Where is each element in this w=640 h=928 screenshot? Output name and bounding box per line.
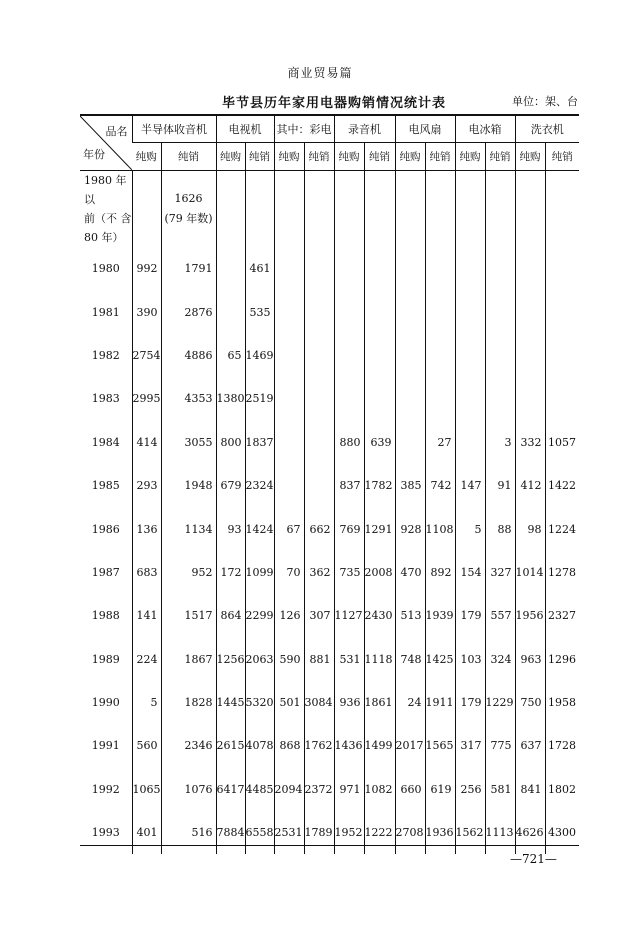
table-cell	[485, 171, 515, 248]
value-cell	[455, 334, 485, 377]
value-cell: 679	[216, 464, 245, 507]
value-cell: 2876	[161, 290, 216, 333]
table-cell	[395, 171, 425, 248]
year-cell: 1980	[91, 262, 120, 276]
value-cell: 401	[132, 811, 161, 854]
value-cell: 1422	[545, 464, 579, 507]
subheader-cell: 纯购	[515, 143, 545, 171]
value-cell: 1802	[545, 768, 579, 811]
value-cell: 501	[274, 681, 304, 724]
subheader-cell: 纯销	[485, 143, 515, 171]
subheader-cell: 纯购	[455, 143, 485, 171]
value-cell: 1222	[364, 811, 395, 854]
value-cell: 332	[515, 421, 545, 464]
pre-1980-label-line: 80 年）	[84, 231, 124, 244]
value-cell: 2708	[395, 811, 425, 854]
value-cell: 179	[455, 681, 485, 724]
table-row	[80, 247, 579, 290]
value-cell: 103	[455, 638, 485, 681]
value-cell: 590	[274, 638, 304, 681]
table-row	[80, 811, 579, 854]
value-cell	[334, 247, 364, 290]
value-cell: 147	[455, 464, 485, 507]
value-cell: 800	[216, 421, 245, 464]
value-cell: 3	[485, 421, 515, 464]
value-cell: 324	[485, 638, 515, 681]
value-cell: 93	[216, 507, 245, 550]
value-cell: 6558	[245, 811, 274, 854]
subheader-cell: 纯购	[132, 143, 161, 171]
value-cell: 1057	[545, 421, 579, 464]
value-cell	[545, 290, 579, 333]
value-cell: 1224	[545, 507, 579, 550]
year-cell: 1982	[91, 348, 120, 362]
value-cell	[455, 377, 485, 420]
value-cell: 98	[515, 507, 545, 550]
value-cell: 963	[515, 638, 545, 681]
value-cell	[274, 421, 304, 464]
value-cell	[274, 377, 304, 420]
value-cell: 385	[395, 464, 425, 507]
table-row	[80, 377, 579, 420]
year-cell: 1991	[91, 739, 120, 753]
value-cell: 1256	[216, 638, 245, 681]
value-cell: 1380	[216, 377, 245, 420]
value-cell: 256	[455, 768, 485, 811]
value-cell	[515, 334, 545, 377]
table-row	[80, 638, 579, 681]
value-cell: 3084	[304, 681, 334, 724]
value-cell: 1291	[364, 507, 395, 550]
value-cell: 2372	[304, 768, 334, 811]
year-label: 年份	[83, 148, 105, 161]
value-cell: 868	[274, 724, 304, 767]
group-header: 洗衣机	[515, 116, 579, 143]
value-cell	[216, 290, 245, 333]
value-cell: 293	[132, 464, 161, 507]
value-cell: 414	[132, 421, 161, 464]
value-cell: 560	[132, 724, 161, 767]
value-cell	[304, 377, 334, 420]
value-cell	[274, 464, 304, 507]
value-cell: 2531	[274, 811, 304, 854]
value-cell: 2327	[545, 594, 579, 637]
value-cell: 952	[161, 551, 216, 594]
subheader-cell: 纯购	[334, 143, 364, 171]
table-row	[80, 681, 579, 724]
value-cell: 2299	[245, 594, 274, 637]
value-cell	[304, 247, 334, 290]
pre-1980-label-line: 前（不 含	[84, 212, 132, 225]
value-cell	[515, 247, 545, 290]
value-cell: 1782	[364, 464, 395, 507]
value-cell: 513	[395, 594, 425, 637]
value-cell	[395, 377, 425, 420]
value-cell	[304, 421, 334, 464]
year-cell: 1992	[91, 782, 120, 796]
table-row	[80, 768, 579, 811]
value-cell	[485, 290, 515, 333]
table-cell	[245, 171, 274, 248]
value-cell: 2008	[364, 551, 395, 594]
table-row	[80, 724, 579, 767]
value-cell: 5	[455, 507, 485, 550]
value-cell	[455, 290, 485, 333]
value-cell: 2430	[364, 594, 395, 637]
value-cell: 864	[216, 594, 245, 637]
corner-header-cell	[80, 116, 132, 171]
table-row	[80, 464, 579, 507]
year-cell: 1986	[91, 522, 120, 536]
value-cell: 91	[485, 464, 515, 507]
value-cell: 1499	[364, 724, 395, 767]
value-cell	[304, 290, 334, 333]
pre-1980-row	[80, 171, 579, 248]
value-cell	[304, 334, 334, 377]
value-cell: 880	[334, 421, 364, 464]
value-cell: 1789	[304, 811, 334, 854]
year-cell: 1989	[91, 652, 120, 666]
subheader-cell: 纯销	[161, 143, 216, 171]
table-cell	[455, 171, 485, 248]
value-cell: 1118	[364, 638, 395, 681]
value-cell	[364, 290, 395, 333]
value-cell: 1958	[545, 681, 579, 724]
value-cell: 6417	[216, 768, 245, 811]
value-cell: 1911	[425, 681, 455, 724]
value-cell: 992	[132, 247, 161, 290]
table-cell	[334, 171, 364, 248]
value-cell: 619	[425, 768, 455, 811]
value-cell: 1469	[245, 334, 274, 377]
value-cell: 4886	[161, 334, 216, 377]
value-cell: 881	[304, 638, 334, 681]
value-cell	[274, 247, 304, 290]
value-cell: 88	[485, 507, 515, 550]
value-cell: 1948	[161, 464, 216, 507]
value-cell: 1562	[455, 811, 485, 854]
subheader-cell: 纯购	[216, 143, 245, 171]
value-cell	[455, 247, 485, 290]
value-cell: 535	[245, 290, 274, 333]
value-cell: 2017	[395, 724, 425, 767]
subheader-cell: 纯销	[545, 143, 579, 171]
table-row	[80, 290, 579, 333]
value-cell	[485, 247, 515, 290]
pre-1980-label	[80, 171, 132, 248]
value-cell: 769	[334, 507, 364, 550]
table-cell	[515, 171, 545, 248]
value-cell	[364, 334, 395, 377]
value-cell: 65	[216, 334, 245, 377]
value-cell: 154	[455, 551, 485, 594]
value-cell: 936	[334, 681, 364, 724]
value-cell: 1229	[485, 681, 515, 724]
subheader-cell: 纯销	[425, 143, 455, 171]
value-cell: 735	[334, 551, 364, 594]
value-cell	[425, 334, 455, 377]
value-cell	[545, 247, 579, 290]
value-cell	[304, 464, 334, 507]
bottom-rule	[80, 845, 579, 846]
value-cell: 971	[334, 768, 364, 811]
value-cell: 639	[364, 421, 395, 464]
value-cell: 1939	[425, 594, 455, 637]
value-cell: 742	[425, 464, 455, 507]
value-cell	[515, 290, 545, 333]
value-cell: 390	[132, 290, 161, 333]
value-cell	[425, 377, 455, 420]
pre-1980-note: (79 年数)	[164, 212, 213, 225]
value-cell	[395, 334, 425, 377]
value-cell	[334, 290, 364, 333]
value-cell: 24	[395, 681, 425, 724]
subheader-row	[80, 143, 579, 171]
table-cell	[304, 171, 334, 248]
value-cell: 1445	[216, 681, 245, 724]
value-cell	[395, 421, 425, 464]
value-cell	[425, 247, 455, 290]
value-cell: 1956	[515, 594, 545, 637]
value-cell	[274, 290, 304, 333]
value-cell: 660	[395, 768, 425, 811]
table-row	[80, 334, 579, 377]
running-header: 商业贸易篇	[287, 66, 353, 80]
value-cell: 1076	[161, 768, 216, 811]
value-cell	[274, 334, 304, 377]
value-cell	[545, 377, 579, 420]
table-row	[80, 421, 579, 464]
value-cell	[485, 334, 515, 377]
value-cell	[395, 290, 425, 333]
value-cell	[425, 290, 455, 333]
value-cell: 750	[515, 681, 545, 724]
value-cell: 2063	[245, 638, 274, 681]
value-cell: 637	[515, 724, 545, 767]
pre-1980-radio-sales	[161, 171, 216, 248]
value-cell: 516	[161, 811, 216, 854]
value-cell: 1134	[161, 507, 216, 550]
subheader-cell: 纯销	[245, 143, 274, 171]
year-cell: 1981	[91, 305, 120, 319]
value-cell	[485, 377, 515, 420]
value-cell: 172	[216, 551, 245, 594]
value-cell: 2754	[132, 334, 161, 377]
value-cell: 27	[425, 421, 455, 464]
value-cell: 557	[485, 594, 515, 637]
page-number: —721—	[510, 852, 557, 866]
value-cell: 1728	[545, 724, 579, 767]
value-cell: 362	[304, 551, 334, 594]
pre-1980-label-line: 1980 年以	[84, 174, 127, 206]
value-cell: 1113	[485, 811, 515, 854]
value-cell: 2615	[216, 724, 245, 767]
value-cell: 748	[395, 638, 425, 681]
value-cell: 1936	[425, 811, 455, 854]
value-cell: 224	[132, 638, 161, 681]
value-cell: 1952	[334, 811, 364, 854]
table-cell	[132, 171, 161, 248]
value-cell: 1127	[334, 594, 364, 637]
subheader-cell: 纯销	[364, 143, 395, 171]
value-cell	[545, 334, 579, 377]
value-cell: 70	[274, 551, 304, 594]
value-cell: 683	[132, 551, 161, 594]
value-cell: 2094	[274, 768, 304, 811]
group-header: 电视机	[216, 116, 274, 143]
value-cell: 1436	[334, 724, 364, 767]
value-cell: 470	[395, 551, 425, 594]
value-cell: 1425	[425, 638, 455, 681]
value-cell: 307	[304, 594, 334, 637]
value-cell: 1791	[161, 247, 216, 290]
value-cell: 892	[425, 551, 455, 594]
value-cell: 2519	[245, 377, 274, 420]
value-cell: 2324	[245, 464, 274, 507]
value-cell: 2995	[132, 377, 161, 420]
value-cell: 1828	[161, 681, 216, 724]
value-cell: 1424	[245, 507, 274, 550]
value-cell: 4300	[545, 811, 579, 854]
statistics-table	[80, 116, 579, 854]
value-cell: 2346	[161, 724, 216, 767]
value-cell: 126	[274, 594, 304, 637]
table-row	[80, 594, 579, 637]
year-cell: 1984	[91, 435, 120, 449]
group-header: 电冰箱	[455, 116, 515, 143]
value-cell: 837	[334, 464, 364, 507]
table-cell	[364, 171, 395, 248]
year-cell: 1988	[91, 609, 120, 623]
value-cell	[364, 377, 395, 420]
unit-label: 单位：架、台	[512, 95, 578, 108]
value-cell: 3055	[161, 421, 216, 464]
table-cell	[425, 171, 455, 248]
value-cell: 136	[132, 507, 161, 550]
value-cell: 1517	[161, 594, 216, 637]
year-cell: 1990	[91, 696, 120, 710]
value-cell	[216, 247, 245, 290]
value-cell: 141	[132, 594, 161, 637]
table-title: 毕节县历年家用电器购销情况统计表	[222, 96, 447, 111]
value-cell: 1278	[545, 551, 579, 594]
value-cell: 1065	[132, 768, 161, 811]
value-cell	[455, 421, 485, 464]
value-cell	[334, 377, 364, 420]
value-cell: 581	[485, 768, 515, 811]
value-cell	[515, 377, 545, 420]
value-cell: 1867	[161, 638, 216, 681]
value-cell: 5	[132, 681, 161, 724]
value-cell: 4078	[245, 724, 274, 767]
value-cell: 67	[274, 507, 304, 550]
value-cell: 1014	[515, 551, 545, 594]
value-cell: 1082	[364, 768, 395, 811]
subheader-cell: 纯销	[304, 143, 334, 171]
value-cell: 179	[455, 594, 485, 637]
value-cell: 1296	[545, 638, 579, 681]
table-row	[80, 507, 579, 550]
group-header: 其中：彩电	[274, 116, 334, 143]
value-cell: 327	[485, 551, 515, 594]
table-title-row	[80, 90, 580, 112]
value-cell: 1837	[245, 421, 274, 464]
table-cell	[216, 171, 245, 248]
table-cell	[545, 171, 579, 248]
year-cell: 1993	[91, 826, 120, 840]
value-cell: 1108	[425, 507, 455, 550]
value-cell: 531	[334, 638, 364, 681]
value-cell: 928	[395, 507, 425, 550]
year-cell: 1983	[91, 392, 120, 406]
value-cell: 775	[485, 724, 515, 767]
group-header: 半导体收音机	[132, 116, 216, 143]
value-cell: 1099	[245, 551, 274, 594]
value-cell: 1565	[425, 724, 455, 767]
value-cell: 4353	[161, 377, 216, 420]
pre-1980-value: 1626	[174, 192, 203, 205]
value-cell	[334, 334, 364, 377]
value-cell: 1861	[364, 681, 395, 724]
value-cell: 7884	[216, 811, 245, 854]
value-cell: 461	[245, 247, 274, 290]
subheader-cell: 纯购	[395, 143, 425, 171]
value-cell: 5320	[245, 681, 274, 724]
value-cell: 841	[515, 768, 545, 811]
item-label: 品名	[105, 125, 128, 138]
year-cell: 1985	[91, 479, 120, 493]
group-header: 录音机	[334, 116, 395, 143]
table-row	[80, 551, 579, 594]
value-cell: 4626	[515, 811, 545, 854]
value-cell: 4485	[245, 768, 274, 811]
value-cell	[395, 247, 425, 290]
value-cell	[364, 247, 395, 290]
year-cell: 1987	[91, 565, 120, 579]
value-cell: 412	[515, 464, 545, 507]
subheader-cell: 纯购	[274, 143, 304, 171]
value-cell: 1762	[304, 724, 334, 767]
table-cell	[274, 171, 304, 248]
value-cell: 662	[304, 507, 334, 550]
value-cell: 317	[455, 724, 485, 767]
group-header: 电风扇	[395, 116, 455, 143]
